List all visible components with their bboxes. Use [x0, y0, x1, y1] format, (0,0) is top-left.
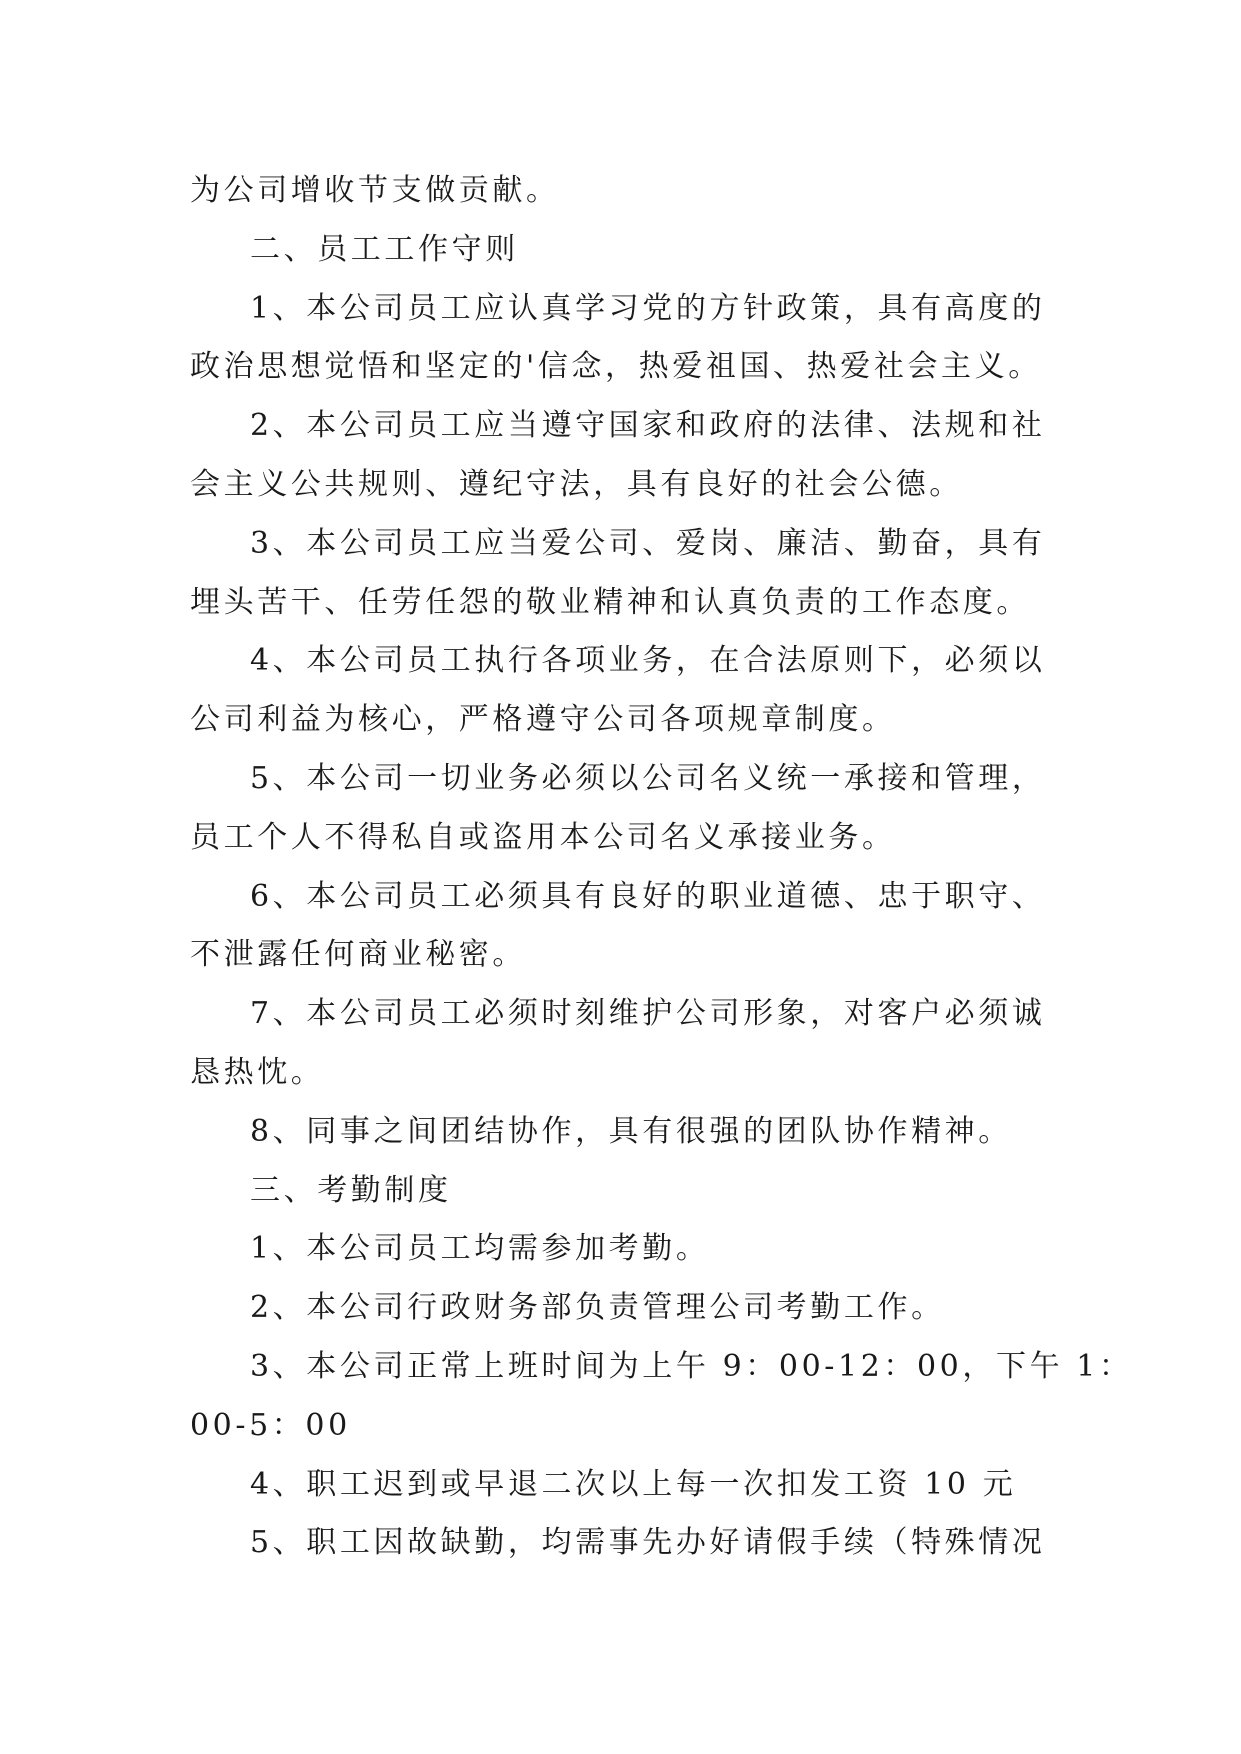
text-line: 恳热忱。: [190, 1054, 325, 1090]
text-line: 政治思想觉悟和坚定的'信念，热爱祖国、热爱社会主义。: [190, 349, 1042, 385]
text-line: 00-5：00: [190, 1407, 351, 1443]
text-line: 3、本公司员工应当爱公司、爱岗、廉洁、勤奋，具有: [250, 525, 1046, 561]
text-line: 5、本公司一切业务必须以公司名义统一承接和管理，: [250, 760, 1046, 796]
text-line: 2、本公司行政财务部负责管理公司考勤工作。: [250, 1290, 945, 1326]
text-line: 员工个人不得私自或盗用本公司名义承接业务。: [190, 819, 896, 855]
text-line: 2、本公司员工应当遵守国家和政府的法律、法规和社: [250, 408, 1046, 444]
document-body: [190, 162, 1133, 1573]
text-line: 6、本公司员工必须具有良好的职业道德、忠于职守、: [250, 878, 1046, 914]
text-line: 4、本公司员工执行各项业务，在合法原则下，必须以: [250, 643, 1046, 679]
text-line: 埋头苦干、任劳任怨的敬业精神和认真负责的工作态度。: [190, 584, 1030, 620]
text-line: 二、员工工作守则: [250, 231, 519, 267]
text-line: 不泄露任何商业秘密。: [190, 937, 526, 973]
text-line: 4、职工迟到或早退二次以上每一次扣发工资 10 元: [250, 1466, 1017, 1502]
text-line: 1、本公司员工应认真学习党的方针政策，具有高度的: [250, 290, 1046, 326]
text-line: 3、本公司正常上班时间为上午 9：00-12：00，下午 1：: [250, 1348, 1133, 1384]
text-line: 为公司增收节支做贡献。: [190, 173, 560, 208]
text-line: 8、同事之间团结协作，具有很强的团队协作精神。: [250, 1113, 1012, 1149]
text-line: 5、职工因故缺勤，均需事先办好请假手续（特殊情况: [250, 1525, 1046, 1561]
text-line: 公司利益为核心，严格遵守公司各项规章制度。: [190, 702, 896, 738]
text-line: 1、本公司员工均需参加考勤。: [250, 1231, 710, 1267]
text-line: 7、本公司员工必须时刻维护公司形象，对客户必须诚: [250, 996, 1046, 1032]
text-line: 三、考勤制度: [250, 1172, 452, 1208]
text-line: 会主义公共规则、遵纪守法，具有良好的社会公德。: [190, 466, 963, 502]
